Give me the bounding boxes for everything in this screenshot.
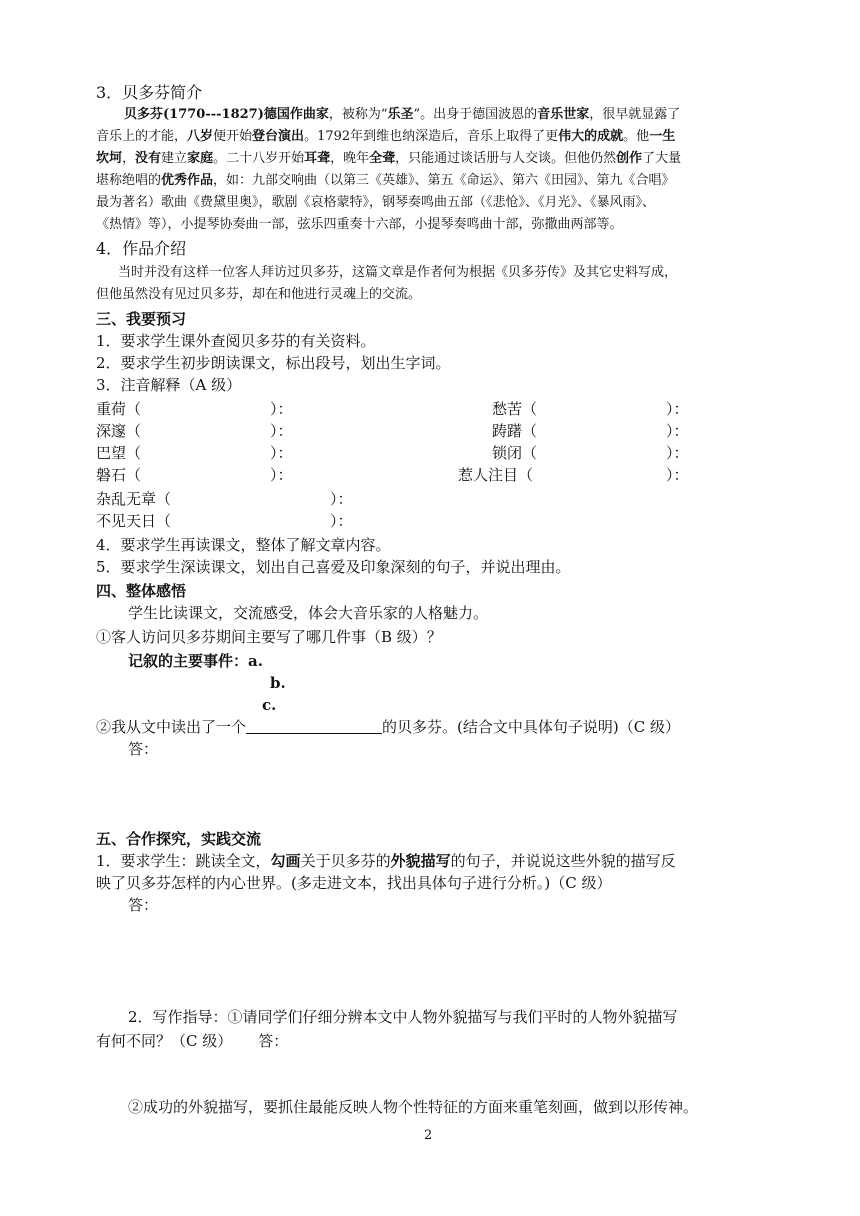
bio-line-3 [96, 148, 681, 170]
coop-text: 1．要求学生：跳读全文， [96, 852, 271, 870]
section-3-title: 3．贝多芬简介 [96, 83, 203, 102]
section-4-title: 4．作品介绍 [96, 239, 187, 258]
preview-item-5: 5．要求学生深读课文，划出自己喜爱及印象深刻的句子，并说出理由。 [96, 558, 571, 576]
bio-text: ，晚年 [330, 151, 370, 166]
vocab-close: ）： [330, 490, 353, 508]
coop-q1-line-2: 映了贝多芬怎样的内心世界。(多走进文本，找出具体句子进行分析。)（C 级） [96, 874, 612, 892]
bio-line-4 [96, 170, 675, 192]
bio-text: 音乐世家 [537, 107, 590, 122]
overall-intro: 学生比读课文，交流感受，体会大音乐家的人格魅力。 [128, 604, 489, 622]
bio-text: ，只能通过谈话册与人交谈。但他仍然 [395, 151, 617, 166]
question-2-text: 的贝多芬。(结合文中具体句子说明)（C 级） [382, 718, 680, 736]
page-number: 2 [424, 1128, 433, 1143]
work-intro-line-2: 但他虽然没有见过贝多芬，却在和他进行灵魂上的交流。 [96, 287, 422, 302]
vocab-close: ）： [270, 444, 293, 462]
event-b: b. [270, 674, 286, 692]
vocab-right-1: 愁苦（ [492, 400, 538, 418]
answer-label: 答： [258, 1032, 289, 1050]
vocab-close: ）： [270, 400, 293, 418]
bio-text: 建立 [161, 151, 188, 166]
vocab-right-4: 惹人注目（ [458, 466, 534, 484]
vocab-close: ）： [270, 422, 293, 440]
vocab-5: 杂乱无章（ [96, 490, 172, 508]
coop-q1-line-1 [96, 850, 676, 872]
vocab-close: ）： [330, 512, 353, 530]
preview-item-4: 4．要求学生再读课文，整体了解文章内容。 [96, 536, 391, 554]
bio-text: 家庭 [187, 151, 214, 166]
vocab-left-2: 深邃（ [96, 422, 142, 440]
coop-q2-line-1: 2．写作指导：①请同学们仔细分辨本文中人物外貌描写与我们平时的人物外貌描写 [128, 1008, 678, 1026]
vocab-close: ）： [666, 444, 689, 462]
answer-label: 答： [128, 896, 159, 914]
vocab-close: ）： [666, 422, 689, 440]
bio-text: 。二十八岁开始 [213, 151, 305, 166]
bio-text: 全聋 [369, 151, 396, 166]
preview-item-1: 1．要求学生课外查阅贝多芬的有关资料。 [96, 332, 376, 350]
question-2-text: ②我从文中读出了一个 [96, 718, 247, 736]
vocab-right-3: 锁闭（ [492, 444, 538, 462]
question-2 [96, 716, 680, 738]
coop-q3: ②成功的外貌描写，要抓住最能反映人物个性特征的方面来重笔刻画，做到以形传神。 [128, 1098, 699, 1116]
preview-item-2: 2．要求学生初步朗读课文，标出段号，划出生字词。 [96, 354, 451, 372]
vocab-close: ）： [270, 466, 293, 484]
bio-line-6: 《热情》等），小提琴协奏曲一部，弦乐四重奏十六部，小提琴奏鸣曲十部，弥撒曲两部等。 [96, 217, 623, 232]
coop-text: 关于贝多芬的 [300, 852, 391, 870]
bio-text: 。他 [623, 129, 650, 144]
bio-text: ，被称为“ [328, 107, 388, 122]
bio-text: 一生 [649, 129, 676, 144]
vocab-left-1: 重荷（ [96, 400, 142, 418]
coop-text: 有何不同？（C 级） [96, 1032, 233, 1050]
coop-text: 勾画 [270, 852, 301, 870]
bio-text: 伟大的成就 [558, 129, 624, 144]
coop-text: 外貌描写 [390, 852, 451, 870]
bio-line-5: 最为著名）歌曲《费黛里奥》，歌剧《哀格蒙特》，钢琴奏鸣曲五部（《悲怆》、《月光》、《暴风雨》、 [96, 195, 656, 210]
work-intro-line-1: 当时并没有这样一位客人拜访过贝多芬，这篇文章是作者何为根据《贝多芬传》及其它史料写成， [118, 265, 678, 280]
bio-line-1 [124, 104, 680, 126]
bio-line-2 [96, 126, 675, 148]
bio-text: 耳聋 [304, 151, 331, 166]
bio-text: ， [122, 151, 136, 166]
bio-text: 八岁 [187, 129, 214, 144]
vocab-right-2: 踌躇（ [492, 422, 538, 440]
overall-heading: 四、整体感悟 [96, 582, 187, 600]
coop-q2-line-2 [96, 1030, 288, 1052]
preview-heading: 三、我要预习 [96, 310, 187, 328]
bio-text: ，如：九部交响曲（以第三《英雄》、第五《命运》、第六《田园》、第九《合唱》 [213, 173, 675, 188]
event-c: c. [262, 696, 277, 714]
vocab-close: ）： [666, 466, 689, 484]
bio-text: ”。出身于德国波恩的 [413, 107, 538, 122]
fill-in-blank[interactable] [246, 717, 382, 734]
bio-text: 优秀作品 [161, 173, 214, 188]
vocab-6: 不见天日（ [96, 512, 172, 530]
bio-text: 没有 [135, 151, 162, 166]
bio-text: 了大量 [642, 151, 682, 166]
bio-text: 。1792年到维也纳深造后，音乐上取得了更 [304, 129, 559, 144]
bio-text: ，很早就显露了 [589, 107, 681, 122]
bio-text: 创作 [616, 151, 643, 166]
coop-text: 的句子，并说说这些外貌的描写反 [450, 852, 676, 870]
bio-text: 堪称绝唱的 [96, 173, 162, 188]
vocab-left-3: 巴望（ [96, 444, 142, 462]
question-1: ①客人访问贝多芬期间主要写了哪几件事（B 级）？ [96, 628, 442, 646]
vocab-left-4: 磐石（ [96, 466, 142, 484]
answer-label: 答： [128, 740, 159, 758]
preview-item-3: 3．注音解释（A 级） [96, 376, 242, 394]
coop-heading: 五、合作探究，实践交流 [96, 830, 262, 848]
bio-text: 坎坷 [96, 151, 123, 166]
bio-text: 乐圣 [387, 107, 414, 122]
bio-text: 贝多芬(1770---1827)德国作曲家 [124, 107, 329, 122]
bio-text: 登台演出 [252, 129, 305, 144]
bio-text: 音乐上的才能， [96, 129, 188, 144]
bio-text: 便开始 [213, 129, 253, 144]
vocab-close: ）： [666, 400, 689, 418]
events-label: 记叙的主要事件：a. [128, 652, 263, 670]
